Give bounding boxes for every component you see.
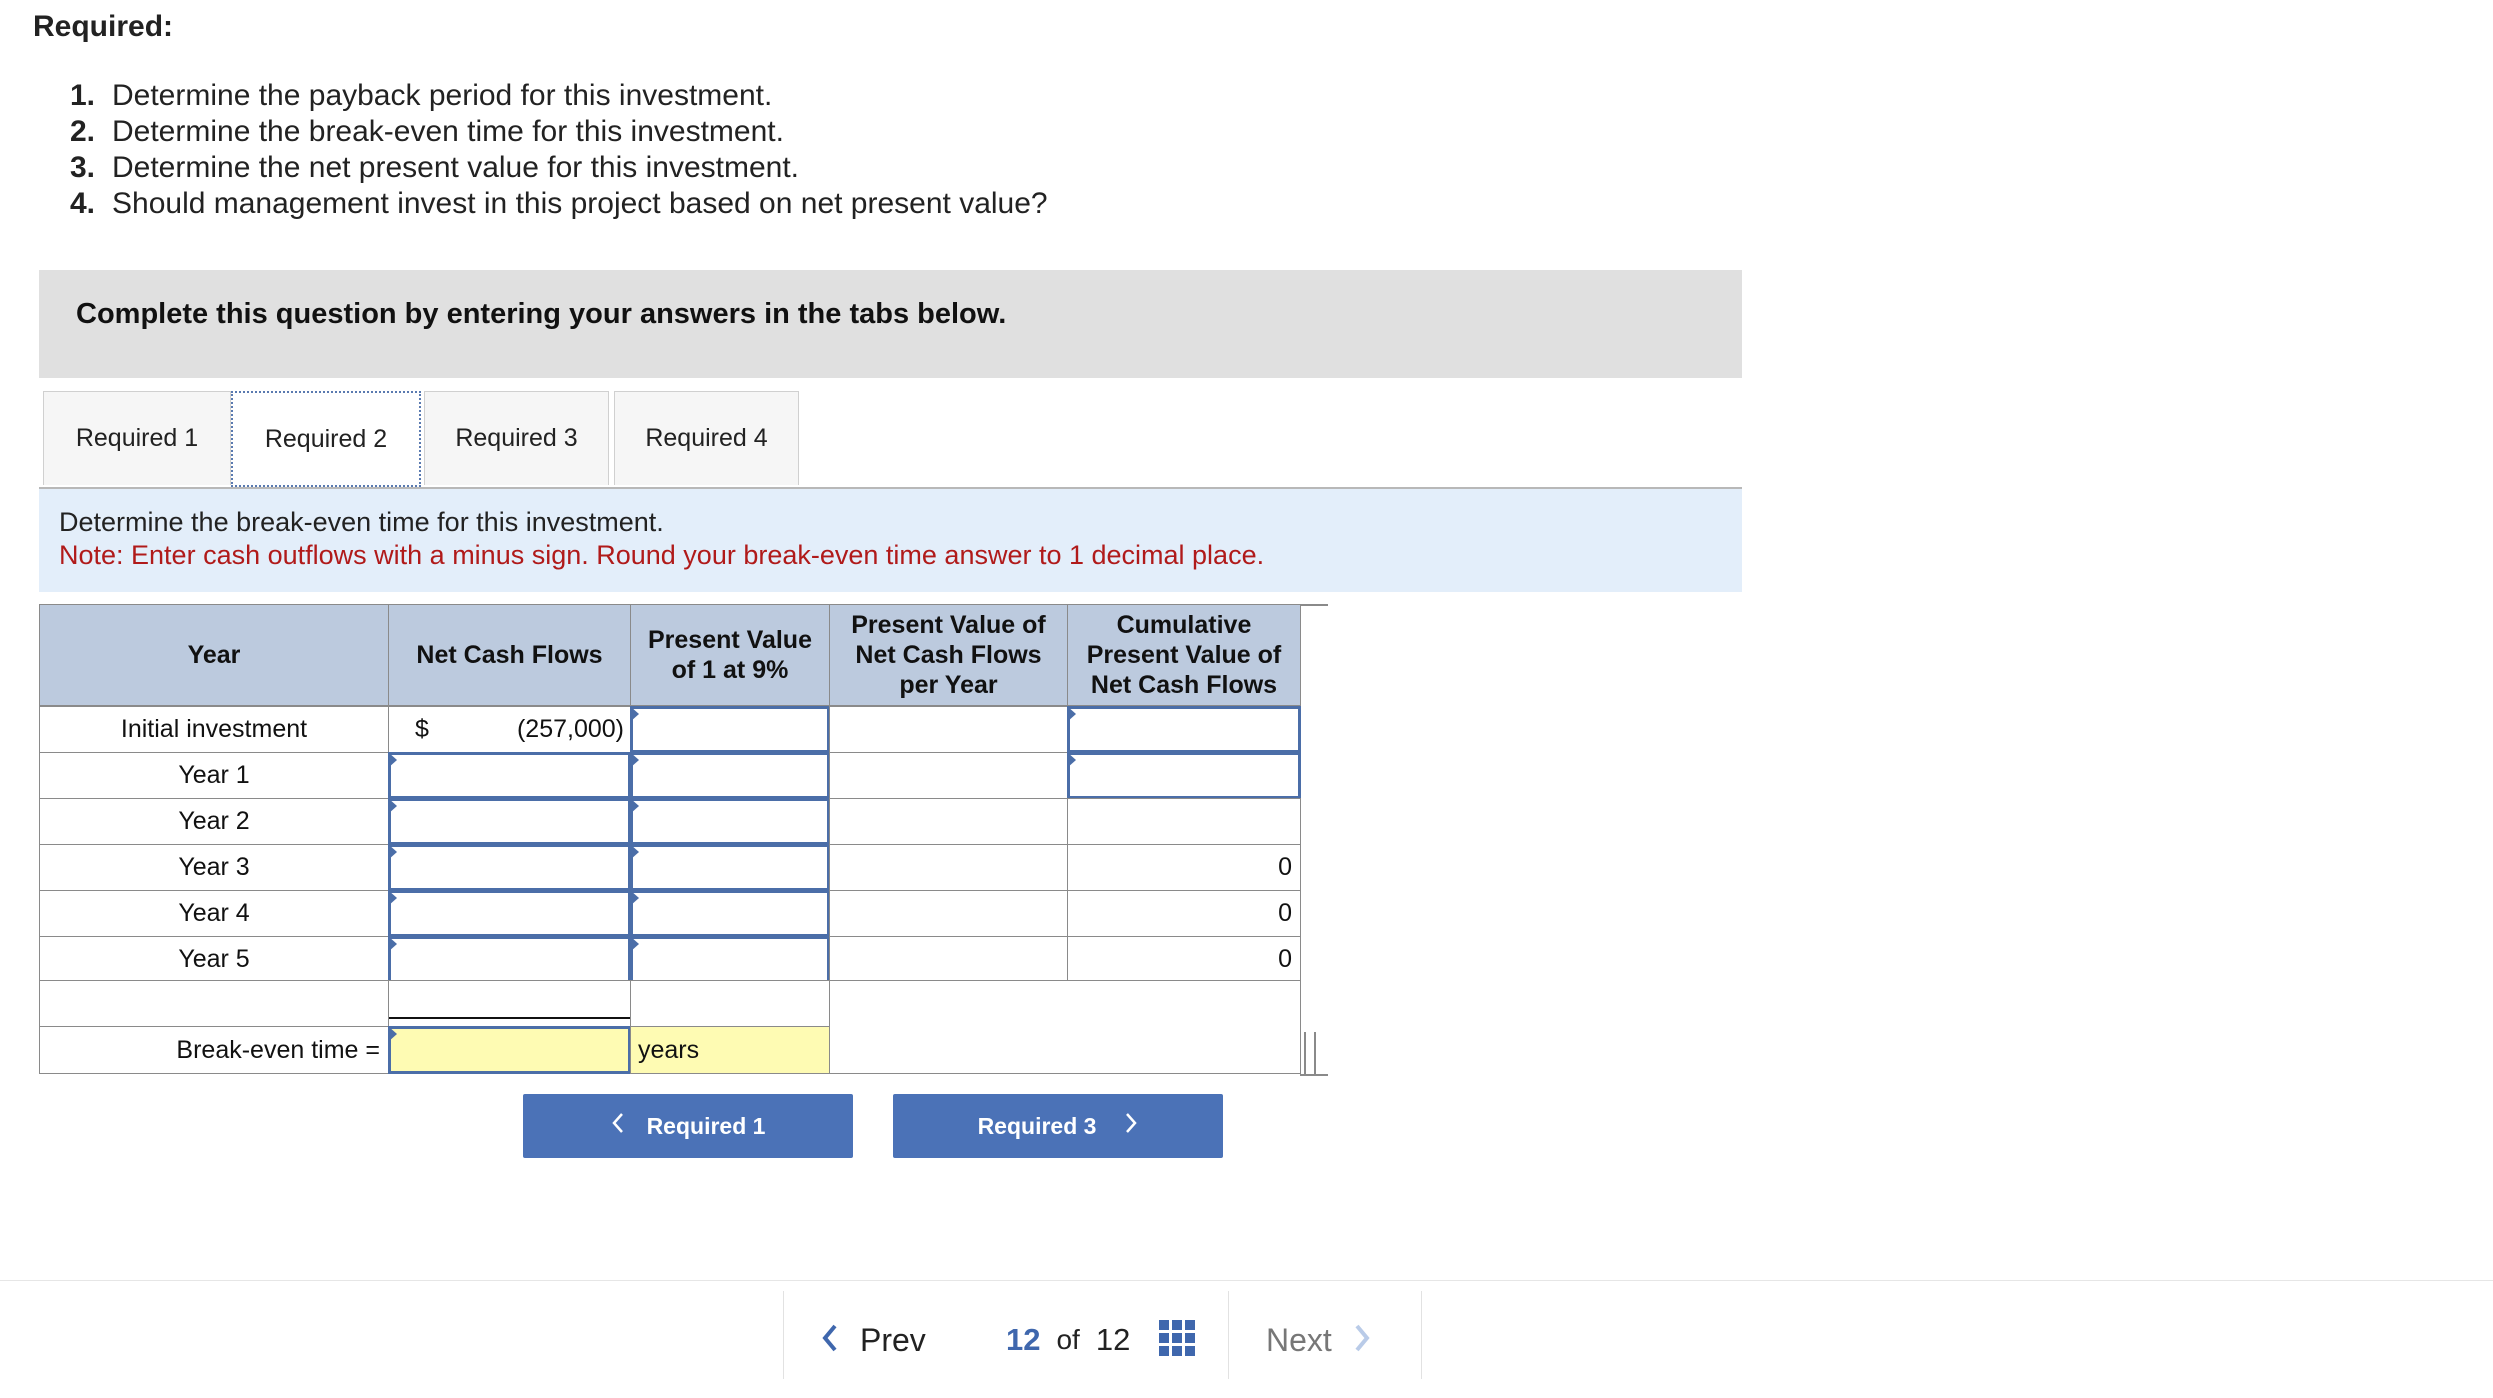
pv-ncf-cell bbox=[829, 752, 1068, 799]
pager-divider bbox=[783, 1291, 784, 1379]
row-label: Year 2 bbox=[39, 798, 389, 845]
blank-row-factor bbox=[630, 980, 830, 1027]
pv-ncf-cell bbox=[829, 798, 1068, 845]
pv-ncf-cell bbox=[829, 706, 1068, 753]
header-net-cash-flows: Net Cash Flows bbox=[388, 604, 631, 706]
merged-empty-area bbox=[829, 980, 1301, 1074]
tab-bar bbox=[39, 391, 1742, 489]
header-cumulative: Cumulative Present Value of Net Cash Flows bbox=[1067, 604, 1301, 706]
net-cash-flow-amount: (257,000) bbox=[516, 715, 624, 743]
pager-divider bbox=[1421, 1291, 1422, 1379]
net-cash-flow-value bbox=[388, 706, 631, 753]
pv-ncf-cell bbox=[829, 844, 1068, 891]
table-edge-mark bbox=[1304, 1032, 1306, 1074]
header-pv-factor: Present Value of 1 at 9% bbox=[630, 604, 830, 706]
tab-required-2[interactable]: Required 2 bbox=[231, 391, 421, 487]
pv-factor-input[interactable] bbox=[630, 890, 830, 937]
net-cash-flow-input[interactable] bbox=[388, 752, 631, 799]
breakeven-input[interactable] bbox=[388, 1026, 631, 1074]
next-tab-label: Required 3 bbox=[977, 1112, 1097, 1139]
tab-required-3[interactable]: Required 3 bbox=[424, 391, 609, 485]
header-year: Year bbox=[39, 604, 389, 706]
net-cash-flow-input[interactable] bbox=[388, 936, 631, 983]
requirement-item: 2. Determine the break-even time for this investment. bbox=[70, 115, 784, 148]
grid-view-icon[interactable] bbox=[1159, 1320, 1195, 1356]
next-tab-button[interactable] bbox=[893, 1094, 1223, 1158]
pager-next-button[interactable] bbox=[1266, 1318, 1372, 1362]
chevron-left-icon bbox=[611, 1112, 625, 1140]
table-extension bbox=[1300, 1026, 1328, 1076]
cumulative-value: 0 bbox=[1067, 844, 1301, 891]
prev-tab-label: Required 1 bbox=[646, 1112, 766, 1139]
breakeven-unit: years bbox=[630, 1026, 830, 1074]
table-edge-mark bbox=[1314, 1032, 1316, 1074]
header-extension-line bbox=[1300, 604, 1328, 606]
page-of: of bbox=[1056, 1324, 1080, 1355]
net-cash-flow-input[interactable] bbox=[388, 798, 631, 845]
row-label: Initial investment bbox=[39, 706, 389, 753]
instruction-text: Determine the break-even time for this investment. bbox=[59, 507, 664, 537]
pv-ncf-cell bbox=[829, 936, 1068, 983]
chevron-left-icon bbox=[820, 1322, 840, 1359]
row-label: Year 5 bbox=[39, 936, 389, 983]
pv-factor-input[interactable] bbox=[630, 798, 830, 845]
row-label: Year 3 bbox=[39, 844, 389, 891]
blank-row-total bbox=[388, 980, 631, 1027]
pager-next-label: Next bbox=[1266, 1321, 1332, 1358]
cumulative-value bbox=[1067, 798, 1301, 845]
currency-symbol: $ bbox=[415, 715, 429, 743]
tab-required-1[interactable]: Required 1 bbox=[43, 391, 231, 485]
pv-factor-input[interactable] bbox=[630, 936, 830, 983]
current-page: 12 bbox=[1006, 1322, 1041, 1357]
instructions-box bbox=[39, 489, 1742, 592]
prev-tab-button[interactable] bbox=[523, 1094, 853, 1158]
pager-divider bbox=[1228, 1291, 1229, 1379]
pager-prev-label: Prev bbox=[860, 1321, 926, 1358]
row-label: Year 1 bbox=[39, 752, 389, 799]
pager-prev-button[interactable] bbox=[820, 1318, 926, 1362]
pv-factor-input[interactable] bbox=[630, 752, 830, 799]
page-indicator bbox=[1006, 1318, 1130, 1362]
requirements-list bbox=[70, 78, 1048, 222]
banner-text: Complete this question by entering your answers in the tabs below. bbox=[76, 298, 1007, 330]
header-pv-ncf: Present Value of Net Cash Flows per Year bbox=[829, 604, 1068, 706]
blank-row-label bbox=[39, 980, 389, 1027]
instruction-note: Note: Enter cash outflows with a minus sign. Round your break-even time answer to 1 decimal place. bbox=[59, 540, 1265, 570]
cumulative-input[interactable] bbox=[1067, 752, 1301, 799]
breakeven-label: Break-even time = bbox=[39, 1026, 389, 1074]
total-underline bbox=[389, 1017, 630, 1019]
pv-ncf-cell bbox=[829, 890, 1068, 937]
row-label: Year 4 bbox=[39, 890, 389, 937]
requirement-item: 3. Determine the net present value for this investment. bbox=[70, 151, 800, 184]
required-heading: Required: bbox=[33, 10, 174, 43]
cumulative-input[interactable] bbox=[1067, 706, 1301, 753]
cumulative-value: 0 bbox=[1067, 890, 1301, 937]
tab-required-4[interactable]: Required 4 bbox=[614, 391, 799, 485]
chevron-right-icon bbox=[1352, 1322, 1372, 1359]
cumulative-value: 0 bbox=[1067, 936, 1301, 983]
chevron-right-icon bbox=[1124, 1112, 1138, 1140]
instruction-banner bbox=[39, 270, 1742, 378]
net-cash-flow-input[interactable] bbox=[388, 844, 631, 891]
footer-divider bbox=[0, 1280, 2493, 1281]
requirement-item: 4. Should management invest in this project based on net present value? bbox=[70, 187, 1048, 220]
total-pages: 12 bbox=[1095, 1322, 1131, 1357]
net-cash-flow-input[interactable] bbox=[388, 890, 631, 937]
pv-factor-input[interactable] bbox=[630, 844, 830, 891]
pv-factor-input[interactable] bbox=[630, 706, 830, 753]
requirement-item: 1. Determine the payback period for this investment. bbox=[70, 79, 773, 112]
